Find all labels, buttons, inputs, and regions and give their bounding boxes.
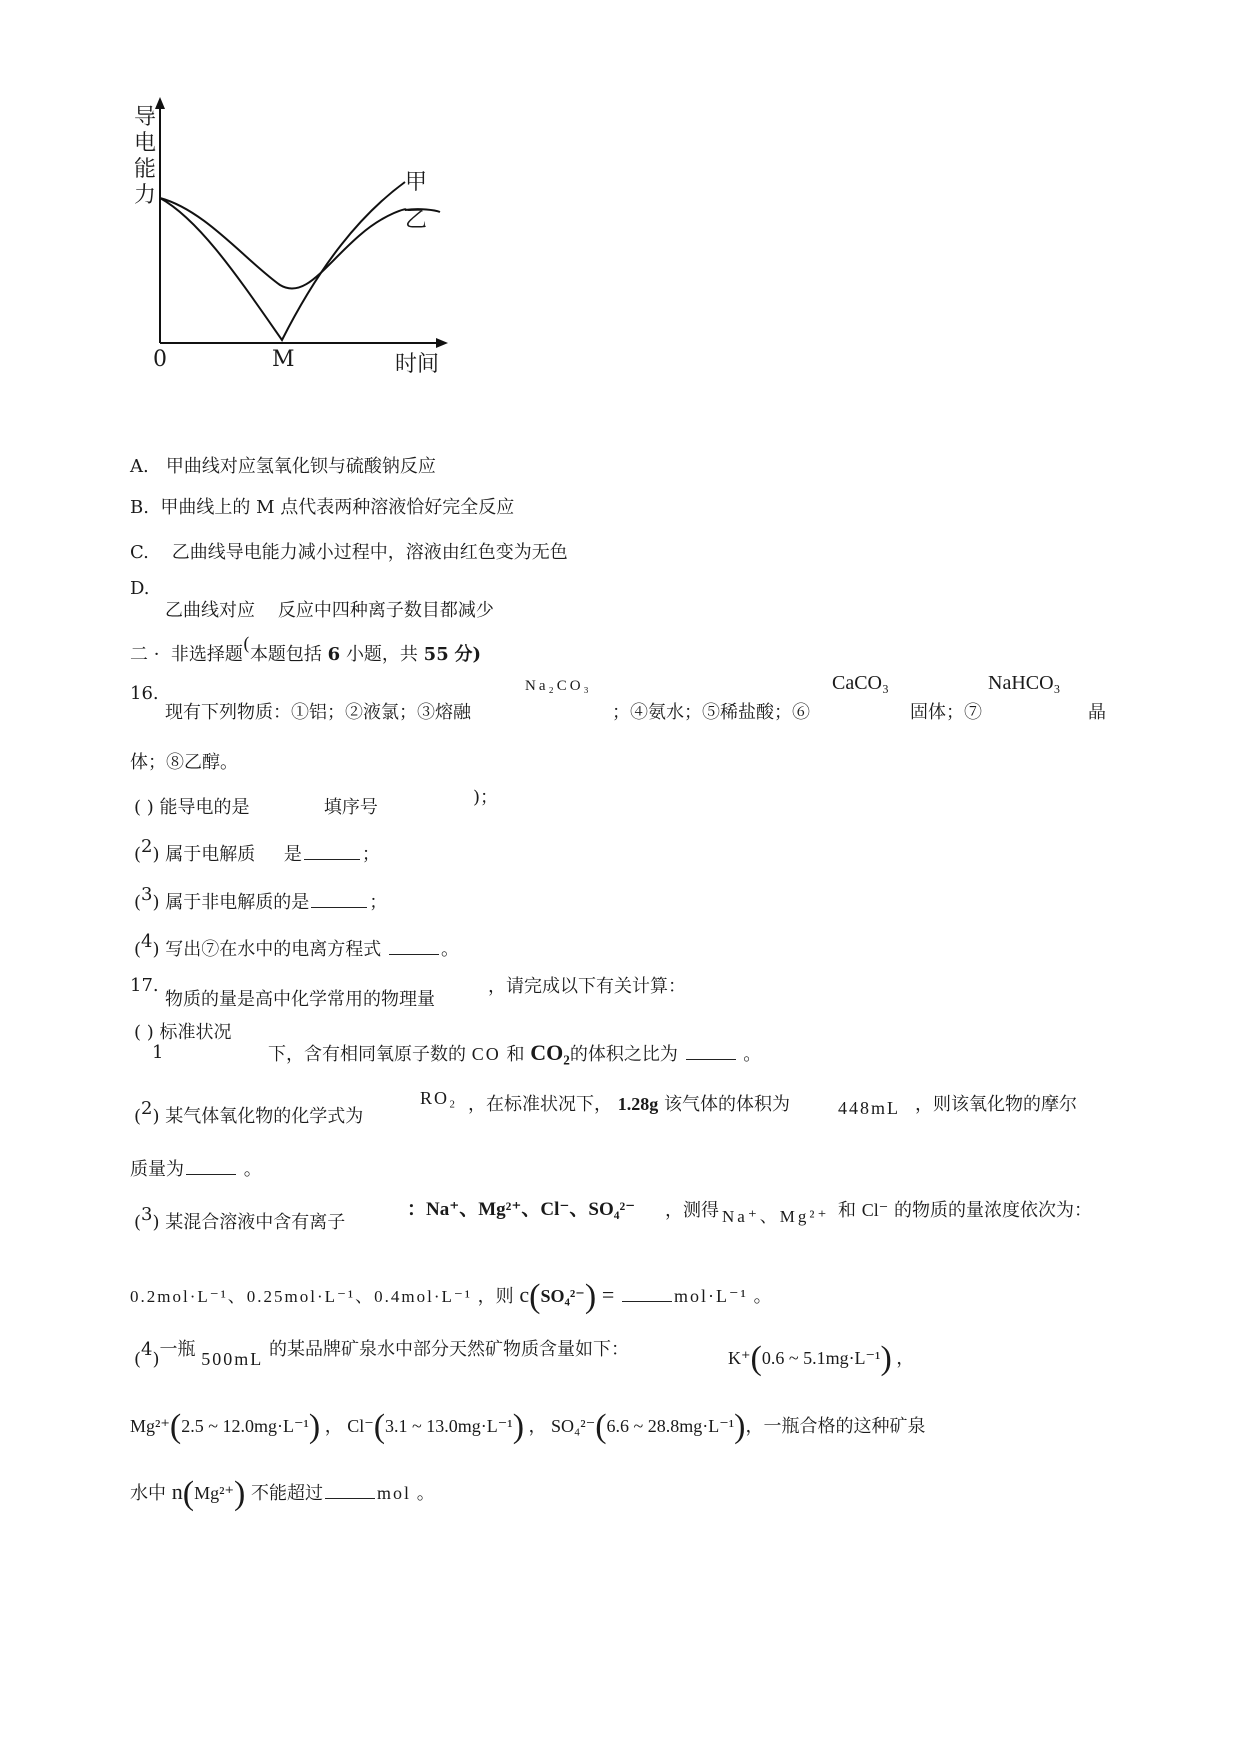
- answer-blank[interactable]: [686, 1045, 736, 1060]
- q16-sub1: [134, 793, 378, 819]
- section-prefix: 二 ·: [130, 644, 160, 665]
- q17-s3-text: 某混合溶液中含有离子: [165, 1212, 346, 1233]
- answer-blank[interactable]: [325, 1484, 375, 1499]
- q17-s2-end: 。: [243, 1159, 262, 1180]
- q17-s3-text: 和: [838, 1200, 856, 1221]
- answer-blank[interactable]: [389, 940, 439, 955]
- q17-s4-text: 水中: [130, 1483, 166, 1504]
- q16-intro-line2: 体；⑧乙醇。: [130, 752, 238, 773]
- q16-s1-text: 能导电的是: [159, 797, 250, 818]
- q17-s3-text: 的物质的量浓度依次为：: [893, 1200, 1092, 1221]
- q17-s1-text: 的体积之比为: [569, 1044, 678, 1065]
- cl-range: 3.1 ~ 13.0mg·L⁻¹: [385, 1416, 513, 1436]
- answer-blank[interactable]: [622, 1287, 672, 1302]
- sub-number: 3: [141, 884, 153, 905]
- option-text: 甲曲线上的 M 点代表两种溶液恰好完全反应: [160, 497, 515, 518]
- q17-s1-end: 。: [743, 1044, 762, 1065]
- q17-s4-text: ，一瓶合格的这种矿泉: [745, 1416, 926, 1437]
- origin-label: 0: [153, 347, 167, 372]
- q17-number: 17.: [130, 975, 159, 996]
- q17-s1-text: 下，含有相同氧原子数的: [268, 1044, 466, 1065]
- q17-s4-text: 一瓶: [159, 1339, 196, 1360]
- co2-formula: CO₂: [530, 1040, 570, 1065]
- q17-s4-text: 的某品牌矿泉水中部分天然矿物质含量如下：: [268, 1339, 629, 1360]
- q17-s1-text: 和: [506, 1044, 525, 1065]
- q17-s2-text: 某气体氧化物的化学式为: [165, 1106, 364, 1127]
- q17-s3-text: ，则: [477, 1286, 514, 1307]
- caco3-formula: CaCO₃: [832, 672, 889, 694]
- ion-so4: SO₄²⁻: [540, 1286, 585, 1306]
- q17-sub3-a: (3) 某混合溶液中含有离子: [134, 1204, 346, 1233]
- answer-blank[interactable]: [186, 1160, 236, 1175]
- option-text: 乙曲线对应: [165, 600, 255, 621]
- q17-s2-text: 该气体的体积为: [663, 1094, 790, 1115]
- option-letter: C.: [130, 542, 149, 563]
- ion-cl: Cl⁻: [861, 1200, 889, 1220]
- option-d: [165, 596, 494, 622]
- q16-s2-text: 属于电解质: [165, 844, 256, 865]
- sub-paren: ( ): [134, 797, 154, 818]
- y-title-char: 导: [134, 105, 157, 130]
- y-title-char: 能: [134, 157, 157, 182]
- ion-cl: Cl⁻: [347, 1416, 374, 1436]
- q17-s3-and: [838, 1196, 1092, 1222]
- k-range: 0.6 ~ 5.1mg·L⁻¹: [761, 1348, 881, 1368]
- q16-s2-text: 是: [283, 844, 302, 865]
- q17-s2-text: 质量为: [130, 1159, 184, 1180]
- q16-s2-end: ；: [361, 844, 380, 865]
- nahco3-formula: NaHCO₃: [988, 672, 1061, 694]
- option-letter: B.: [130, 497, 149, 518]
- section-text: 分): [454, 644, 481, 665]
- section-count: 6: [327, 644, 341, 665]
- separator: ，: [324, 1416, 343, 1436]
- volume-500: 500mL: [201, 1349, 264, 1369]
- equals-sign: =: [601, 1282, 615, 1307]
- q17-sub1-a: [134, 1018, 232, 1044]
- q16-sub2: (2) 属于电解质 是 ；: [134, 836, 380, 865]
- answer-blank[interactable]: [311, 893, 367, 908]
- q17-sub2-c: ，则该氧化物的摩尔: [915, 1094, 1077, 1115]
- curve-yi: [160, 198, 440, 289]
- q17-s3-measured: ，测得: [665, 1200, 719, 1221]
- q16-text: 现有下列物质：①铝；②液氯；③熔融: [165, 702, 471, 723]
- q17-sub4-c: 水中 n(Mg²⁺) 不能超过 mol 。: [130, 1475, 435, 1512]
- graph-svg: [120, 95, 520, 425]
- y-title-char: 力: [134, 183, 157, 208]
- co-formula: CO: [471, 1044, 501, 1064]
- separator: ，: [528, 1416, 547, 1436]
- q17-sub4-a: (4)一瓶 500mL 的某品牌矿泉水中部分天然矿物质含量如下：: [134, 1339, 629, 1370]
- y-axis-title: [134, 105, 158, 209]
- q17-s3-end: 。: [753, 1286, 772, 1307]
- option-a: [130, 452, 436, 478]
- ion-mg: Mg²⁺: [130, 1416, 170, 1436]
- ion-k: K⁺: [728, 1348, 751, 1368]
- sub-number: 4: [141, 931, 153, 952]
- option-c: [130, 538, 568, 564]
- q16-number: 16.: [130, 683, 159, 704]
- n-symbol: n: [171, 1479, 183, 1504]
- y-title-char: 电: [134, 131, 157, 156]
- section-paren: (: [242, 634, 250, 655]
- ion-so4: SO₄²⁻: [551, 1416, 596, 1436]
- section2-header: [130, 634, 481, 666]
- q17-sub3-b: 0.2mol·L⁻¹、0.25mol·L⁻¹、0.4mol·L⁻¹ ，则 c(SO₄²⁻) = mol·L⁻¹ 。: [130, 1278, 772, 1315]
- q16-intro-line1c: 固体；⑦: [910, 702, 982, 723]
- sub-number: 2: [141, 836, 153, 857]
- q16-intro-line1b: ；④氨水；⑤稀盐酸；⑥: [612, 702, 810, 723]
- q16-s4-text: 写出⑦在水中的电离方程式: [165, 939, 382, 960]
- section-score: 55: [423, 644, 449, 665]
- q17-s4-text: 不能超过: [251, 1483, 324, 1504]
- sub-number: 4: [141, 1339, 153, 1360]
- ion-mg: Mg²⁺: [194, 1483, 234, 1503]
- ions-list: ：Na⁺、Mg²⁺、Cl⁻、SO₄²⁻: [407, 1199, 636, 1220]
- section-text: 本题包括: [249, 644, 322, 665]
- ro2-formula: RO₂: [420, 1088, 458, 1108]
- section-text: 非选择题: [170, 644, 243, 665]
- q16-sub4: (4) 写出⑦在水中的电离方程式 。: [134, 931, 459, 960]
- q16-intro-line1: [165, 698, 471, 724]
- option-text: 乙曲线导电能力减小过程中，溶液由红色变为无色: [171, 542, 568, 563]
- q17-s1-text: 标准状况: [159, 1022, 232, 1043]
- volume-value: 448mL: [838, 1098, 900, 1118]
- q17-s2-text: ，在标准状况下，: [468, 1094, 612, 1115]
- q16-s1-hint: 填序号: [323, 797, 378, 818]
- unit: mol·L⁻¹: [674, 1286, 748, 1306]
- c-symbol: c: [519, 1282, 530, 1307]
- curve-jia: [160, 182, 405, 340]
- curve-yi-label: 乙: [405, 208, 428, 233]
- sub-number: 2: [141, 1098, 153, 1119]
- k-content: K⁺(0.6 ~ 5.1mg·L⁻¹) ，: [728, 1340, 915, 1377]
- q17-sub2-b: [468, 1090, 790, 1116]
- separator: ，: [896, 1348, 915, 1368]
- q16-s4-end: 。: [440, 939, 459, 960]
- sub-paren: ( ): [134, 1022, 154, 1043]
- q17-sub2-a: (2) 某气体氧化物的化学式为: [134, 1098, 364, 1127]
- q17-sub2-d: [130, 1155, 262, 1181]
- mass-value: 1.28g: [617, 1094, 659, 1114]
- option-text: 甲曲线对应氢氧化钡与硫酸钠反应: [165, 456, 436, 477]
- option-text: 反应中四种离子数目都减少: [277, 600, 494, 621]
- na2co3-formula: Na₂CO₃: [525, 678, 592, 694]
- q16-sub3: (3) 属于非电解质的是 ；: [134, 884, 388, 913]
- x-axis-label: 时间: [395, 352, 440, 377]
- option-b: [130, 493, 514, 519]
- q16-s3-text: 属于非电解质的是: [165, 892, 310, 913]
- q16-s3-end: ；: [369, 892, 388, 913]
- m-label: M: [272, 347, 295, 372]
- sub-number: 3: [141, 1204, 153, 1225]
- so4-range: 6.6 ~ 28.8mg·L⁻¹: [606, 1416, 735, 1436]
- option-d-letter: D.: [130, 578, 150, 599]
- section-text: 小题，共: [345, 644, 418, 665]
- q17-sub1-b: [268, 1040, 761, 1066]
- q17-intro-1: 物质的量是高中化学常用的物理量: [165, 989, 435, 1010]
- mg-range: 2.5 ~ 12.0mg·L⁻¹: [181, 1416, 309, 1436]
- concentrations: 0.2mol·L⁻¹、0.25mol·L⁻¹、0.4mol·L⁻¹: [130, 1287, 472, 1306]
- answer-blank[interactable]: [304, 845, 360, 860]
- curve-jia-label: 甲: [405, 170, 428, 195]
- q17-intro-2: ，请完成以下有关计算：: [488, 976, 686, 997]
- q17-s1-num: 1: [152, 1042, 164, 1063]
- conductivity-graph: [120, 95, 520, 425]
- q17-sub4-b: Mg²⁺(2.5 ~ 12.0mg·L⁻¹) ， Cl⁻(3.1 ~ 13.0mg·L⁻¹) ， SO₄²⁻(6.6 ~ 28.8mg·L⁻¹)，一瓶合格的这种矿泉: [130, 1408, 926, 1445]
- q17-s4-end: 。: [416, 1483, 435, 1504]
- option-letter: A.: [130, 456, 149, 477]
- ion-na-mg: Na⁺、Mg²⁺: [722, 1207, 830, 1226]
- unit: mol: [377, 1483, 412, 1503]
- q16-intro-line1d: 晶: [1088, 702, 1106, 723]
- q16-s1-end: )；: [473, 787, 499, 808]
